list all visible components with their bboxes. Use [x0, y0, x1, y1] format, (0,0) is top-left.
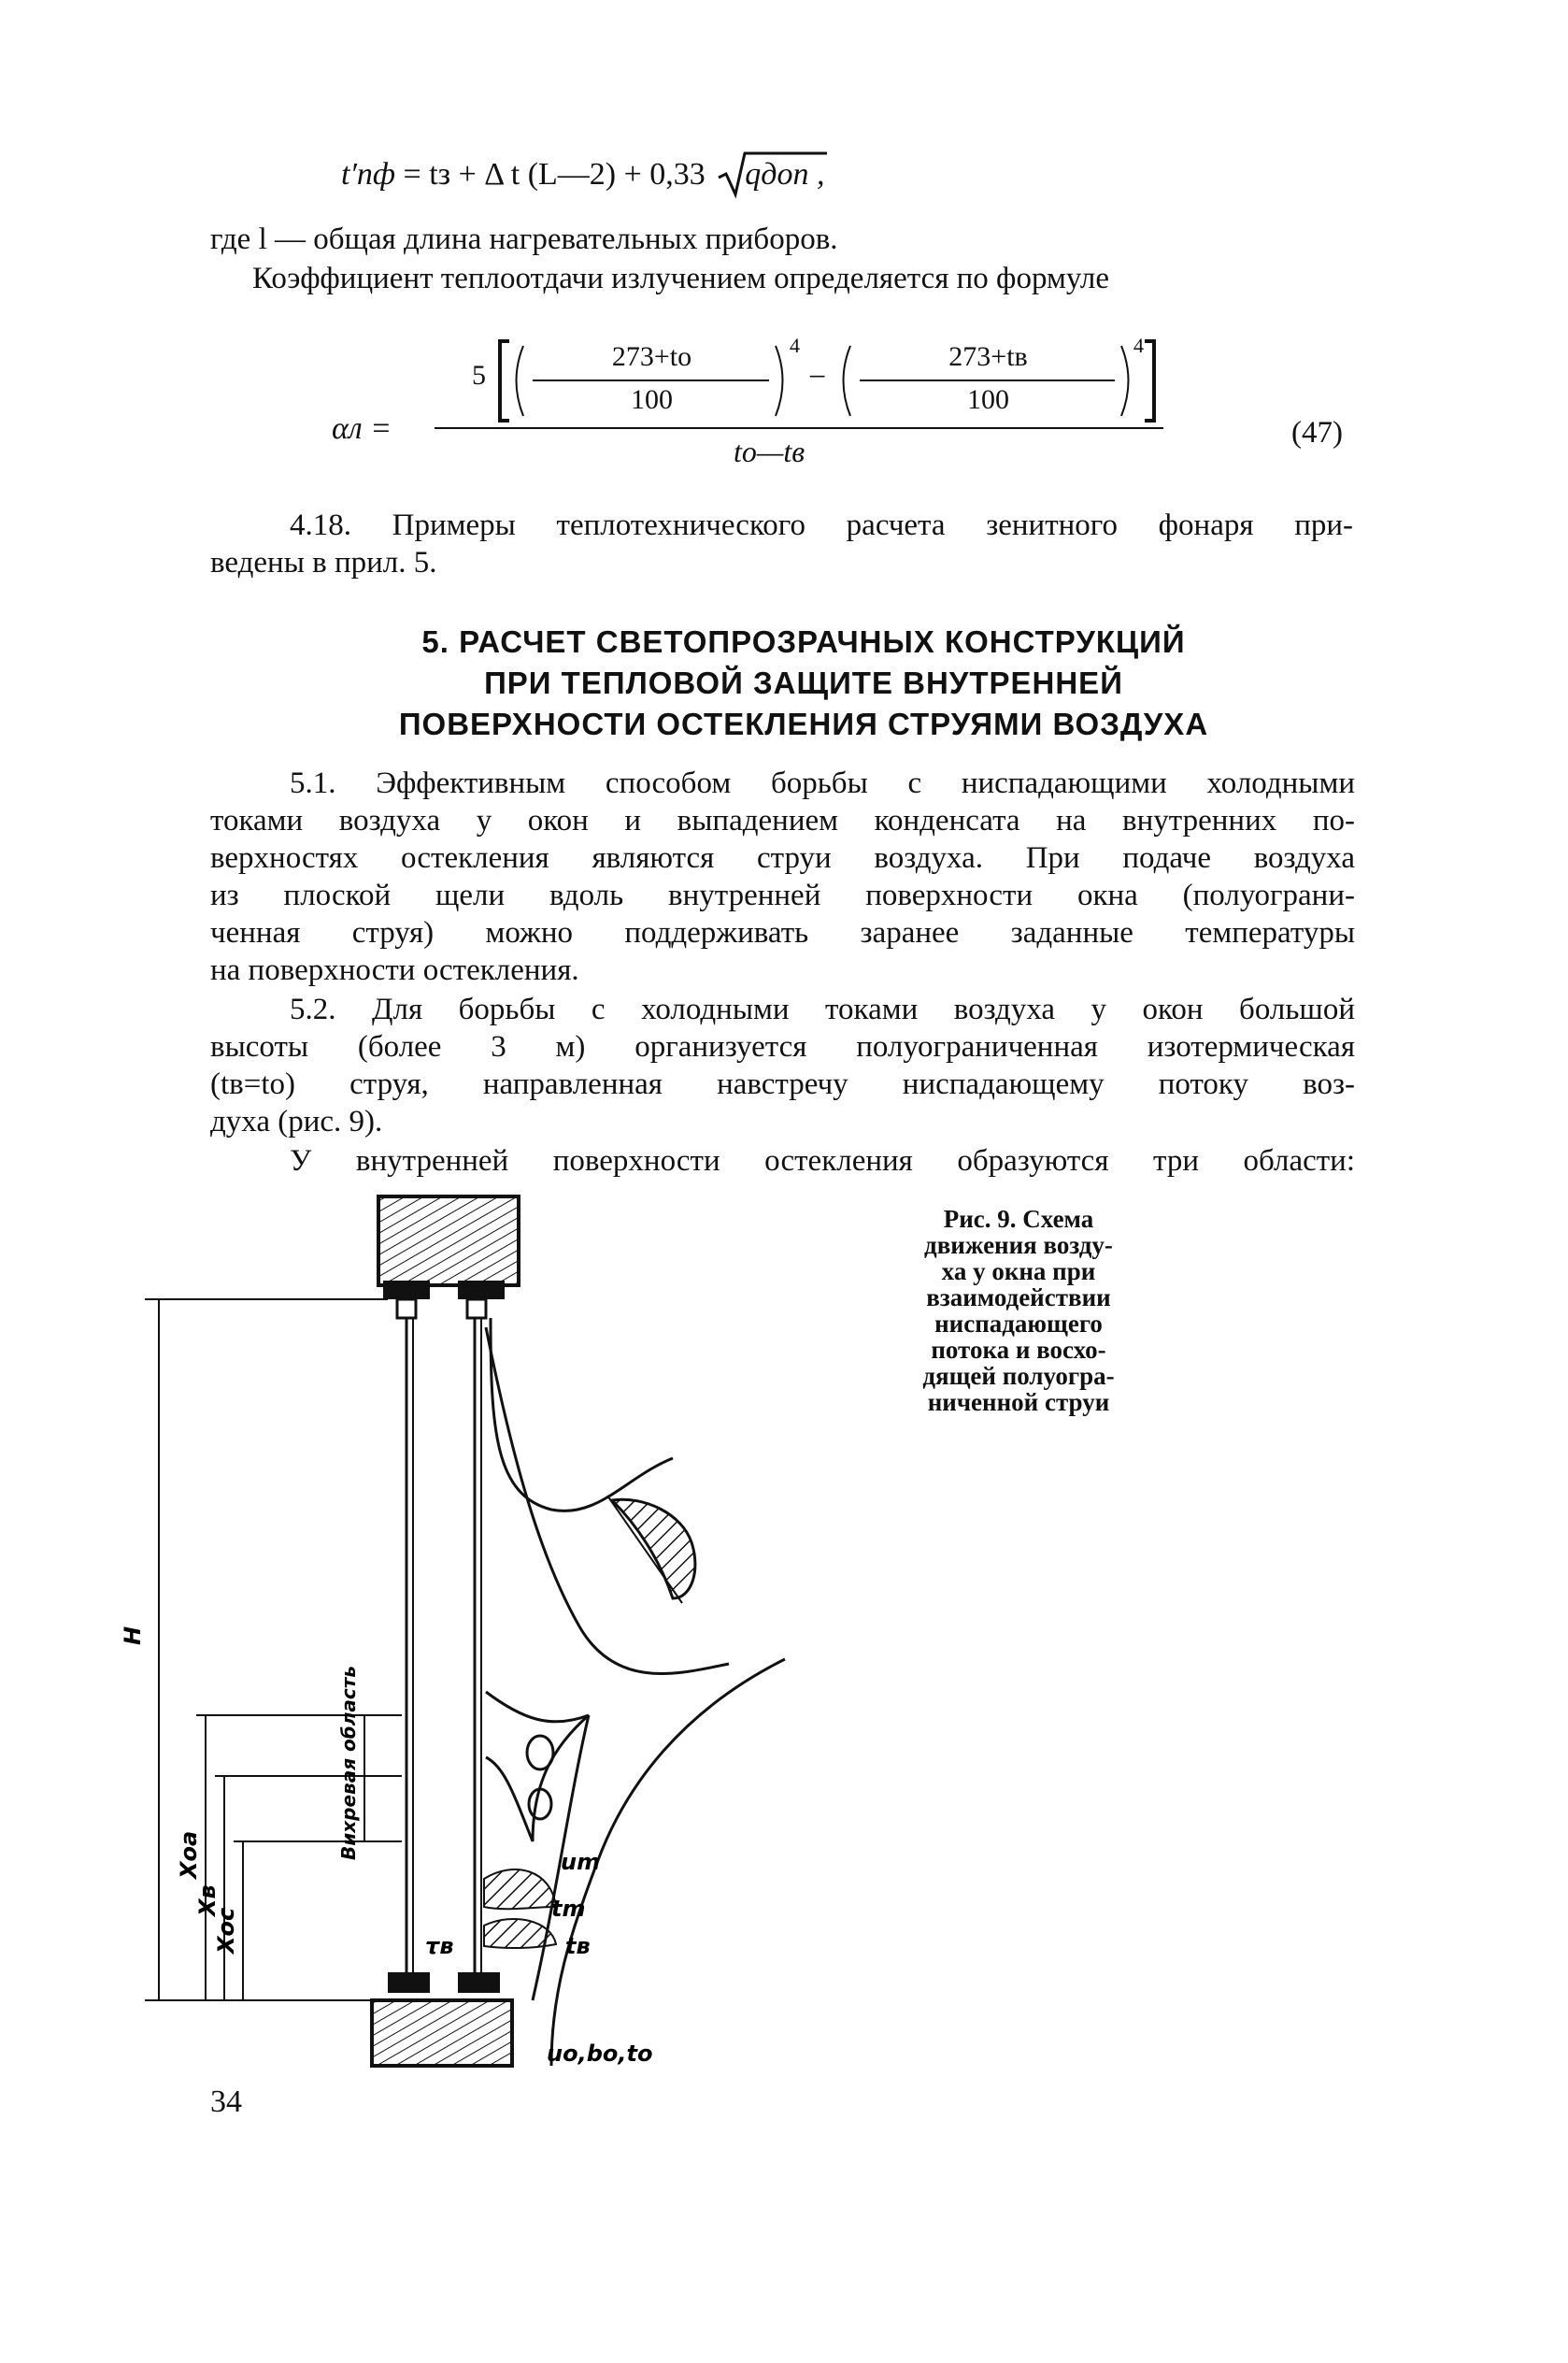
formula-47-lhs: αл = [332, 411, 392, 446]
figure-9-diagram [120, 1187, 850, 2075]
formula-lhs: t′пф [341, 157, 396, 192]
term1-denominator: 100 [631, 384, 673, 415]
top-frame-right [458, 1281, 505, 1299]
p51-line1: 5.1. Эффективным способом борьбы с ниспадающими холодными [290, 766, 1355, 800]
caption-line6: потока и восхо- [931, 1336, 1106, 1364]
formula-surface-temperature [341, 157, 824, 193]
paragraph-where: где l — общая длина нагревательных приборов. [210, 222, 838, 256]
label-bottom-params: uо,bо,tо [547, 2041, 653, 2067]
jet-profile-um [484, 1869, 556, 1909]
vortex-1 [527, 1736, 553, 1769]
caption-line7: дящей полуогра- [922, 1362, 1115, 1390]
label-vortex-region: Вихревая область [337, 1666, 360, 1860]
p51-line5: ченная струя) можно поддерживать заранее заданные температуры [210, 916, 1355, 950]
term2-denominator: 100 [967, 384, 1009, 415]
bottom-frame-right [458, 1972, 500, 1993]
label-xos: Xос [213, 1907, 239, 1954]
figure-caption [874, 1206, 1163, 1415]
heading-line2: ПРИ ТЕПЛОВОЙ ЗАЩИТЕ ВНУТРЕННЕЙ [484, 666, 1123, 700]
section-heading [336, 622, 1271, 745]
sqrt-symbol [717, 157, 808, 193]
p52-line1: 5.2. Для борьбы с холодными токами воздуха у окон большой [290, 993, 1355, 1026]
page-number: 34 [210, 2084, 242, 2119]
caption-line8: ниченной струи [927, 1388, 1110, 1416]
label-um: um [561, 1849, 601, 1875]
caption-line4: взаимодействии [926, 1283, 1111, 1311]
vortex-2 [529, 1789, 551, 1819]
caption-line5: ниспадающего [934, 1310, 1103, 1338]
paragraph-4-18-line1: 4.18. Примеры теплотехнического расчета зенитного фонаря при- [290, 508, 1353, 542]
paragraph-regions: У внутренней поверхности остекления образуются три области: [290, 1144, 1355, 1178]
heading-line1: 5. РАСЧЕТ СВЕТОПРОЗРАЧНЫХ КОНСТРУКЦИЙ [421, 624, 1186, 659]
formula-47-factor: 5 [472, 360, 486, 391]
minus-sign: − [808, 360, 827, 394]
velocity-profile [612, 1499, 695, 1598]
formula-radicand: qдоп [745, 157, 809, 192]
bottom-frame-left [388, 1972, 430, 1993]
downflow-curve-inner [486, 1327, 729, 1673]
caption-line1: Рис. 9. Схема [943, 1205, 1094, 1233]
p52-line4: духа (рис. 9). [210, 1105, 383, 1139]
downflow-curve-outer [491, 1318, 673, 1511]
p51-line3: верхностях остекления являются струи воздуха. При подаче воздуха [210, 841, 1355, 875]
term2-exponent: 4 [1133, 334, 1144, 357]
p51-line6: на поверхности остекления. [210, 953, 579, 987]
label-tm: tm [551, 1896, 586, 1922]
p52-line2: высоты (более 3 м) организуется полуограниченная изотермическая [210, 1030, 1355, 1064]
heading-line3: ПОВЕРХНОСТИ ОСТЕКЛЕНИЯ СТРУЯМИ ВОЗДУХА [398, 707, 1209, 741]
term1-numerator: 273+tо [611, 341, 692, 372]
term1-exponent: 4 [790, 334, 800, 357]
formula-rhs: = tз + Δ t (L—2) + 0,33 [403, 157, 706, 192]
top-lintel [378, 1196, 519, 1285]
paragraph-5-1 [210, 765, 1355, 989]
formula-47 [322, 332, 1201, 472]
formula-47-denominator: tо—tв [734, 435, 805, 468]
p51-line2: токами воздуха у окон и выпадением конденсата на внутренних по- [210, 804, 1355, 838]
formula-tail: , [816, 157, 825, 192]
label-tau: τв [425, 1933, 454, 1959]
caption-line3: ха у окна при [941, 1257, 1096, 1285]
term2-numerator: 273+tв [948, 341, 1028, 372]
paragraph-5-2 [210, 991, 1355, 1140]
label-xv: Xв [194, 1884, 221, 1916]
top-frame-left [383, 1281, 430, 1299]
paragraph-4-18-line2: ведены в прил. 5. [210, 546, 437, 580]
p51-line4: из плоской щели вдоль внутренней поверхности окна (полуограни- [210, 879, 1355, 912]
equation-number: (47) [1291, 416, 1343, 450]
label-tv: tв [565, 1933, 591, 1959]
p52-line3: (tв=tо) струя, направленная навстречу ниспадающему потоку воз- [210, 1067, 1355, 1101]
paragraph-coefficient: Коэффициент теплоотдачи излучением определяется по формуле [252, 262, 1109, 295]
bottom-sill [372, 2000, 512, 2066]
label-xoa: Xоа [176, 1830, 202, 1879]
jet-profile-tm [484, 1919, 556, 1948]
caption-line2: движения возду- [924, 1231, 1113, 1259]
label-h: H [120, 1625, 146, 1645]
